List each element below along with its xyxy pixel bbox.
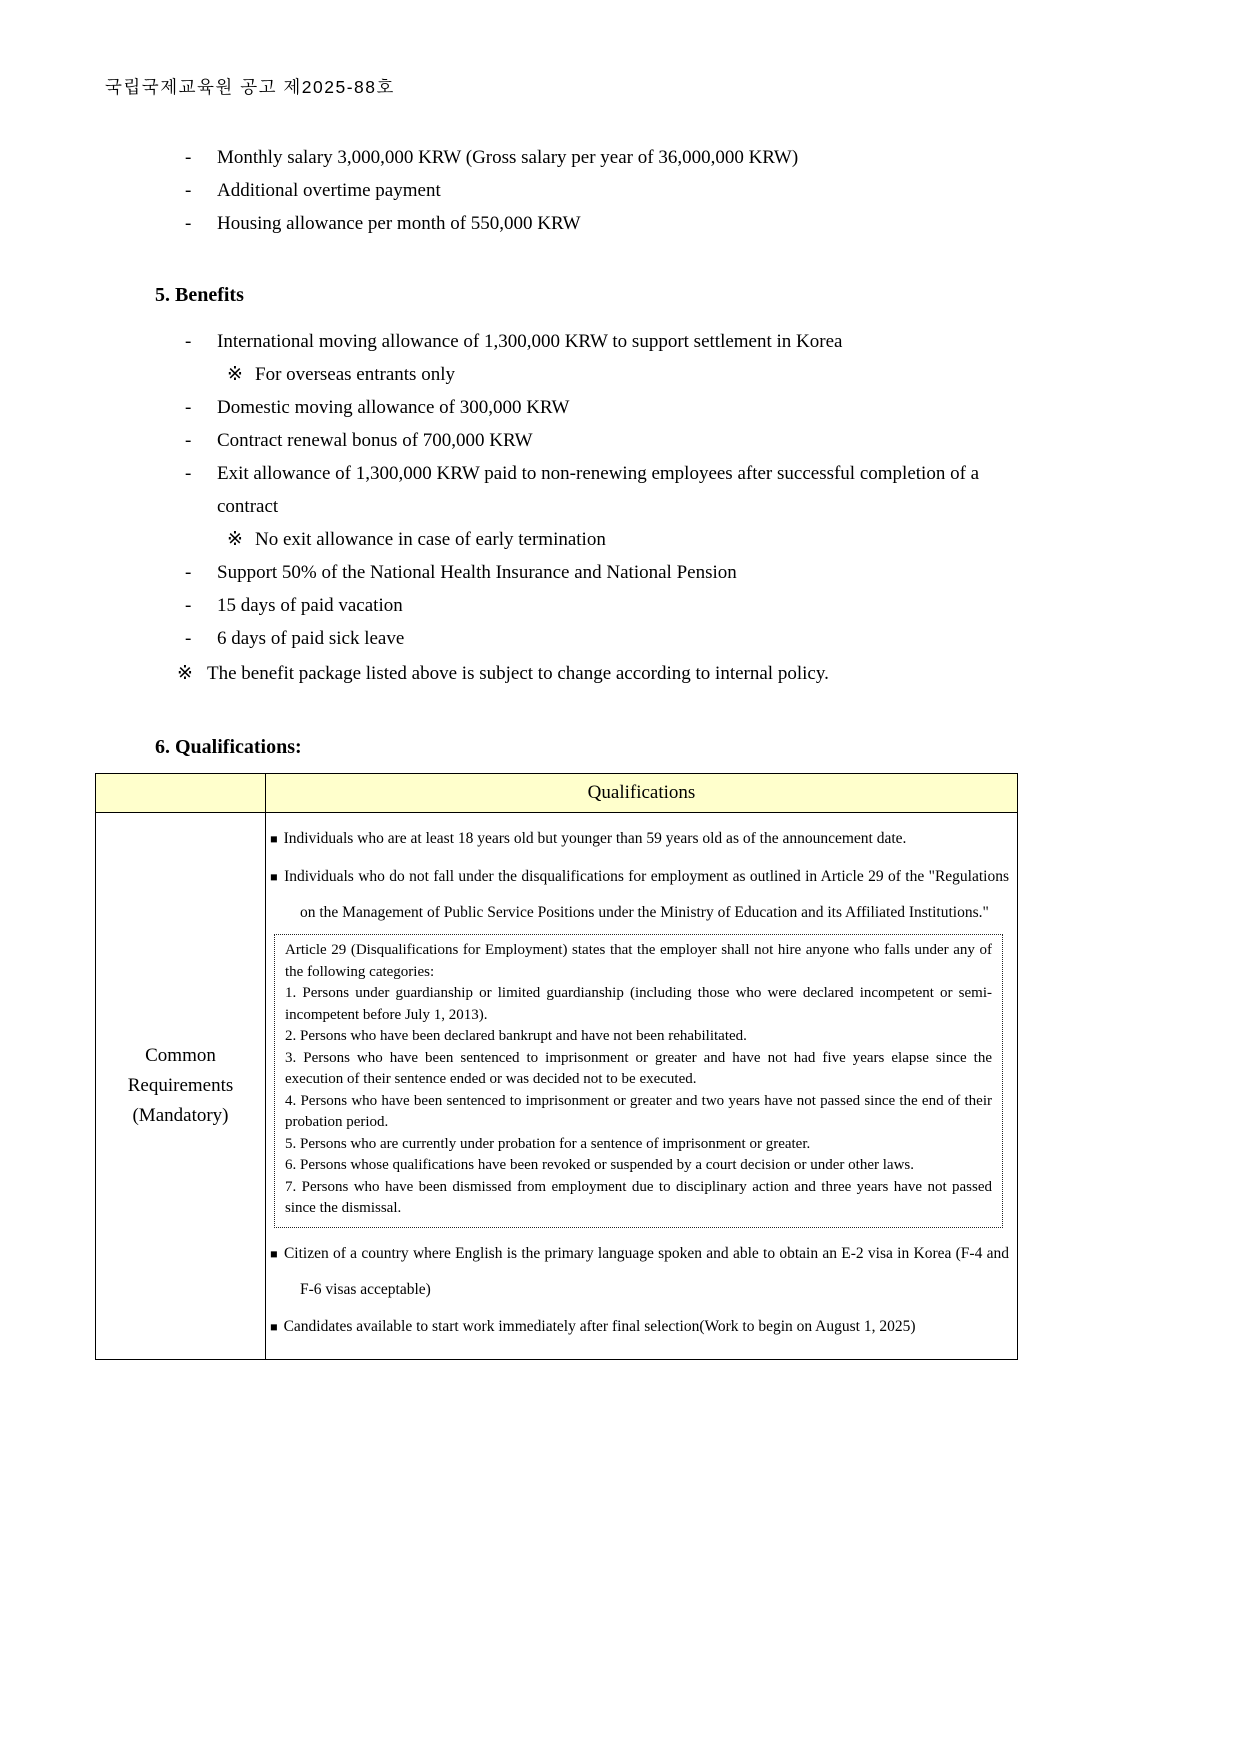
dash-marker: - bbox=[185, 213, 192, 234]
article-paragraph: Article 29 (Disqualifications for Employment) states that the employer shall not hire anyone who falls under any of the following categories: bbox=[285, 942, 992, 980]
dash-marker: - bbox=[185, 147, 192, 168]
list-item bbox=[185, 207, 1241, 240]
benefits-heading: 5. Benefits bbox=[155, 284, 244, 306]
document-number: 국립국제교육원 공고 제2025-88호 bbox=[105, 77, 395, 97]
article-29-box bbox=[274, 934, 1003, 1228]
bullet-text: Citizen of a country where English is the primary language spoken and able to obtain an E-2 visa in Korea (F-4 and F-6 visas acceptable) bbox=[283, 1244, 1009, 1298]
qualifications-heading: 6. Qualifications: bbox=[155, 736, 302, 758]
benefits-footnote bbox=[177, 657, 1241, 690]
qualification-bullet bbox=[270, 859, 1009, 930]
benefits-list bbox=[185, 325, 1241, 655]
list-item-text: Monthly salary 3,000,000 KRW (Gross salary per year of 36,000,000 KRW) bbox=[217, 147, 799, 168]
dash-marker: - bbox=[185, 463, 192, 484]
article-paragraph: 4. Persons who have been sentenced to imprisonment or greater and two years have not passed since the end of their probation period. bbox=[285, 1092, 992, 1130]
list-item bbox=[185, 391, 1241, 424]
list-item-text: Support 50% of the National Health Insurance and National Pension bbox=[217, 562, 737, 583]
row-label-line: Requirements bbox=[127, 1074, 234, 1096]
list-item-text: Housing allowance per month of 550,000 KRW bbox=[217, 213, 581, 234]
list-item-text: Contract renewal bonus of 700,000 KRW bbox=[217, 430, 533, 451]
dash-marker: - bbox=[185, 397, 192, 418]
article-paragraph: 7. Persons who have been dismissed from employment due to disciplinary action and three years have not passed since the dismissal. bbox=[285, 1178, 992, 1216]
qualification-bullet bbox=[270, 1236, 1009, 1307]
list-item-text: 6 days of paid sick leave bbox=[217, 628, 405, 649]
list-item bbox=[185, 457, 1241, 523]
list-item bbox=[185, 556, 1241, 589]
note-text: For overseas entrants only bbox=[255, 364, 455, 385]
dash-marker: - bbox=[185, 628, 192, 649]
list-item bbox=[185, 622, 1241, 655]
square-bullet-icon: ■ bbox=[270, 832, 278, 846]
row-label-line: (Mandatory) bbox=[132, 1104, 229, 1126]
salary-list bbox=[185, 141, 1241, 240]
qualifications-cell bbox=[266, 813, 1017, 1359]
square-bullet-icon: ■ bbox=[270, 870, 279, 884]
square-bullet-icon: ■ bbox=[270, 1246, 278, 1261]
list-item bbox=[185, 141, 1241, 174]
note-row bbox=[227, 358, 1241, 391]
table-header-row bbox=[96, 774, 1017, 813]
list-item bbox=[185, 174, 1241, 207]
list-item-text: Additional overtime payment bbox=[217, 180, 441, 201]
note-text: No exit allowance in case of early termination bbox=[255, 529, 606, 550]
qualification-bullet bbox=[270, 1309, 1009, 1345]
header-cell-qualifications: Qualifications bbox=[587, 782, 696, 803]
article-paragraph: 3. Persons who have been sentenced to imprisonment or greater and have not had five years elapse since the execution of their sentence ended or was decided not to be executed. bbox=[285, 1049, 992, 1087]
list-item-text: Exit allowance of 1,300,000 KRW paid to non-renewing employees after successful completion of a contract bbox=[217, 463, 980, 517]
footnote-text: The benefit package listed above is subject to change according to internal policy. bbox=[207, 663, 829, 684]
reference-mark-icon: ※ bbox=[227, 529, 243, 550]
list-item-text: International moving allowance of 1,300,000 KRW to support settlement in Korea bbox=[217, 331, 843, 352]
header-cell-empty bbox=[96, 774, 266, 812]
dash-marker: - bbox=[185, 180, 192, 201]
note-row bbox=[227, 523, 1241, 556]
bullet-text: Individuals who do not fall under the disqualifications for employment as outlined in Article 29 of the "Regulations on the Management of Public Service Positions under the Ministry of Education and its Affiliated Institutions." bbox=[284, 868, 1009, 921]
square-bullet-icon: ■ bbox=[270, 1319, 278, 1334]
list-item bbox=[185, 325, 1241, 358]
article-paragraph: 5. Persons who are currently under probation for a sentence of imprisonment or greater. bbox=[285, 1135, 811, 1152]
reference-mark-icon: ※ bbox=[177, 663, 193, 684]
table-body-row bbox=[96, 813, 1017, 1359]
qualification-bullet bbox=[270, 821, 1009, 857]
dash-marker: - bbox=[185, 562, 192, 583]
dash-marker: - bbox=[185, 331, 192, 352]
article-paragraph: 2. Persons who have been declared bankrupt and have not been rehabilitated. bbox=[285, 1028, 747, 1044]
dash-marker: - bbox=[185, 430, 192, 451]
reference-mark-icon: ※ bbox=[227, 364, 243, 385]
list-item-text: 15 days of paid vacation bbox=[217, 595, 403, 616]
bullet-text: Candidates available to start work immediately after final selection(Work to begin on August 1, 2025) bbox=[283, 1317, 916, 1335]
list-item bbox=[185, 424, 1241, 457]
article-paragraph: 1. Persons under guardianship or limited guardianship (including those who were declared incompetent or semi-incompetent before July 1, 2013). bbox=[285, 985, 992, 1023]
article-paragraph: 6. Persons whose qualifications have been revoked or suspended by a court decision or under other laws. bbox=[285, 1157, 914, 1173]
bullet-text: Individuals who are at least 18 years old but younger than 59 years old as of the announcement date. bbox=[283, 830, 907, 847]
qualifications-table bbox=[95, 773, 1018, 1360]
dash-marker: - bbox=[185, 595, 192, 616]
row-label-cell bbox=[96, 813, 266, 1359]
list-item bbox=[185, 589, 1241, 622]
list-item-text: Domestic moving allowance of 300,000 KRW bbox=[217, 397, 570, 418]
row-label-line: Common bbox=[145, 1044, 216, 1066]
